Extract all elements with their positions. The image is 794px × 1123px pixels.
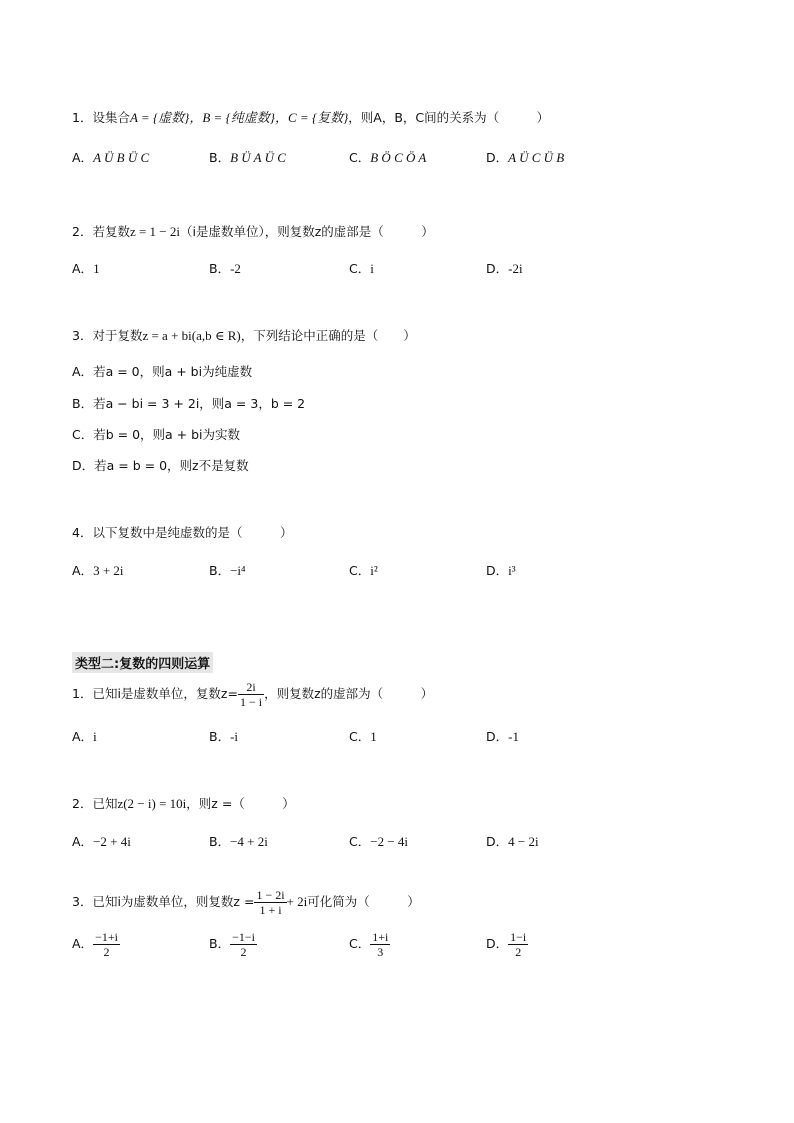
option-d[interactable] bbox=[486, 930, 528, 959]
option-text: i bbox=[370, 261, 374, 276]
option-c[interactable] bbox=[349, 930, 390, 959]
option-label: B． bbox=[209, 834, 231, 849]
fraction-denominator: 2 bbox=[515, 945, 522, 959]
question-3 bbox=[72, 326, 416, 344]
option-b[interactable] bbox=[209, 561, 246, 579]
question-suffix: ，则复数z的虚部为（ ） bbox=[264, 686, 434, 701]
option-b[interactable] bbox=[209, 930, 257, 959]
option-text: -1 bbox=[508, 729, 519, 744]
option-b[interactable] bbox=[209, 727, 238, 745]
option-label: C． bbox=[349, 150, 371, 165]
option-label: C． bbox=[349, 261, 371, 276]
fraction-numerator: 2i bbox=[238, 680, 264, 695]
option-label: B． bbox=[72, 396, 94, 411]
option-d[interactable] bbox=[72, 456, 249, 474]
option-d[interactable] bbox=[486, 259, 523, 277]
option-text: i³ bbox=[508, 563, 516, 578]
question-expr: + 2i bbox=[286, 894, 308, 909]
option-c[interactable] bbox=[72, 425, 240, 443]
option-b[interactable] bbox=[209, 259, 241, 277]
option-text: 若b = 0，则a + bi为实数 bbox=[93, 427, 241, 442]
option-label: C． bbox=[349, 563, 371, 578]
option-label: D． bbox=[486, 834, 509, 849]
fraction bbox=[93, 930, 120, 959]
question-prefix: 3．已知i为虚数单位，则复数z = bbox=[72, 894, 255, 909]
fraction bbox=[508, 930, 528, 959]
question-1-options bbox=[72, 148, 632, 168]
option-b[interactable] bbox=[209, 832, 268, 850]
fraction bbox=[370, 930, 390, 959]
option-label: A． bbox=[72, 729, 94, 744]
option-b[interactable] bbox=[209, 148, 286, 166]
option-text: A Ü C Ü B bbox=[508, 150, 565, 165]
question-prefix: 2．已知 bbox=[72, 796, 118, 811]
question-3-prefix: 3．对于复数 bbox=[72, 328, 143, 343]
option-label: D． bbox=[486, 563, 509, 578]
option-label: D． bbox=[486, 936, 509, 951]
question-prefix: 1．已知i是虚数单位，复数z= bbox=[72, 686, 238, 701]
option-label: C． bbox=[349, 834, 371, 849]
section2-question-3 bbox=[72, 888, 420, 917]
fraction bbox=[254, 888, 286, 917]
fraction-numerator: 1+i bbox=[372, 930, 389, 944]
option-c[interactable] bbox=[349, 561, 378, 579]
fraction-denominator: 3 bbox=[377, 945, 384, 959]
option-c[interactable] bbox=[349, 259, 374, 277]
option-b[interactable] bbox=[72, 394, 305, 412]
option-a[interactable] bbox=[72, 832, 131, 850]
option-label: B． bbox=[209, 150, 231, 165]
fraction-numerator: 1−i bbox=[510, 930, 527, 944]
option-text: i² bbox=[370, 563, 378, 578]
option-a[interactable] bbox=[72, 727, 97, 745]
section2-question-1-options bbox=[72, 727, 632, 747]
question-2-options bbox=[72, 259, 632, 279]
option-text: −4 + 2i bbox=[230, 834, 268, 849]
option-text: 若a − bi = 3 + 2i，则a = 3，b = 2 bbox=[93, 396, 306, 411]
option-text: i bbox=[93, 729, 97, 744]
option-label: D． bbox=[486, 150, 509, 165]
option-label: A． bbox=[72, 150, 94, 165]
option-a[interactable] bbox=[72, 362, 252, 380]
question-2-prefix: 2．若复数 bbox=[72, 224, 130, 239]
question-1 bbox=[72, 107, 549, 126]
option-text: -2i bbox=[508, 261, 523, 276]
question-2-expr: z = 1 − 2i bbox=[129, 224, 180, 239]
question-4: 4．以下复数中是纯虚数的是（ ） bbox=[72, 525, 293, 540]
option-label: B． bbox=[209, 563, 231, 578]
option-c[interactable] bbox=[349, 148, 426, 166]
option-a[interactable] bbox=[72, 930, 120, 959]
option-label: D． bbox=[486, 729, 509, 744]
option-text: A Ü B Ü C bbox=[93, 150, 150, 165]
fraction bbox=[238, 680, 264, 709]
question-suffix: 可化简为（ ） bbox=[307, 894, 420, 909]
option-text: 3 + 2i bbox=[93, 563, 124, 578]
option-text: −2 − 4i bbox=[370, 834, 409, 849]
option-label: A． bbox=[72, 936, 94, 951]
option-label: C． bbox=[72, 427, 94, 442]
option-label: A． bbox=[72, 261, 94, 276]
fraction-denominator: 1 + i bbox=[259, 903, 282, 917]
question-1-expr: A = {虚数}，B = {纯虚数}，C = {复数} bbox=[129, 110, 349, 125]
option-label: B． bbox=[209, 936, 231, 951]
question-1-suffix: ，则A，B，C间的关系为（ ） bbox=[348, 110, 550, 125]
option-label: A． bbox=[72, 563, 94, 578]
option-label: B． bbox=[209, 261, 231, 276]
option-text: 若a = 0，则a + bi为纯虚数 bbox=[93, 364, 253, 379]
fraction-denominator: 2 bbox=[103, 945, 110, 959]
section2-question-1 bbox=[72, 680, 433, 709]
option-label: C． bbox=[349, 729, 371, 744]
question-3-suffix: ，下列结论中正确的是（ ） bbox=[240, 328, 416, 343]
option-c[interactable] bbox=[349, 832, 408, 850]
option-label: C． bbox=[349, 936, 371, 951]
option-text: 若a = b = 0，则z不是复数 bbox=[94, 458, 249, 473]
option-d[interactable] bbox=[486, 727, 519, 745]
option-d[interactable] bbox=[486, 561, 516, 579]
option-text: 1 bbox=[370, 729, 377, 744]
option-label: B． bbox=[209, 729, 231, 744]
question-2-suffix: （i是虚数单位），则复数z的虚部是（ ） bbox=[180, 224, 434, 239]
option-text: −i⁴ bbox=[230, 563, 246, 578]
question-expr: z(2 − i) = 10i bbox=[117, 796, 187, 811]
option-a[interactable] bbox=[72, 561, 124, 579]
option-text: 4 − 2i bbox=[508, 834, 539, 849]
option-d[interactable] bbox=[486, 832, 539, 850]
section2-question-3-options bbox=[72, 930, 632, 964]
option-label: D． bbox=[486, 261, 509, 276]
fraction-numerator: 1 − 2i bbox=[256, 888, 285, 902]
option-label: A． bbox=[72, 834, 94, 849]
question-2 bbox=[72, 222, 434, 240]
fraction-denominator: 2 bbox=[240, 945, 247, 959]
option-label: D． bbox=[72, 458, 95, 473]
option-label: A． bbox=[72, 364, 94, 379]
option-text: −2 + 4i bbox=[93, 834, 131, 849]
section2-question-2 bbox=[72, 794, 295, 812]
question-4-options bbox=[72, 561, 632, 581]
section2-question-2-options bbox=[72, 832, 632, 852]
option-a[interactable] bbox=[72, 259, 100, 277]
option-d[interactable] bbox=[486, 148, 564, 166]
fraction-numerator: −1−i bbox=[232, 930, 255, 944]
question-3-expr: z = a + bi(a,b ∈ R) bbox=[142, 328, 241, 343]
option-c[interactable] bbox=[349, 727, 377, 745]
option-text: B Ö C Ö A bbox=[370, 150, 427, 165]
question-1-prefix: 1．设集合 bbox=[72, 110, 130, 125]
fraction-numerator: −1+i bbox=[95, 930, 118, 944]
option-text: -2 bbox=[230, 261, 241, 276]
section-title: 类型二:复数的四则运算 bbox=[72, 652, 213, 673]
option-text: -i bbox=[230, 729, 239, 744]
fraction bbox=[230, 930, 257, 959]
option-a[interactable] bbox=[72, 148, 149, 166]
option-text: B Ü A Ü C bbox=[230, 150, 286, 165]
question-suffix: ，则z =（ ） bbox=[186, 796, 295, 811]
fraction-denominator: 1 − i bbox=[239, 695, 263, 709]
option-text: 1 bbox=[93, 261, 100, 276]
